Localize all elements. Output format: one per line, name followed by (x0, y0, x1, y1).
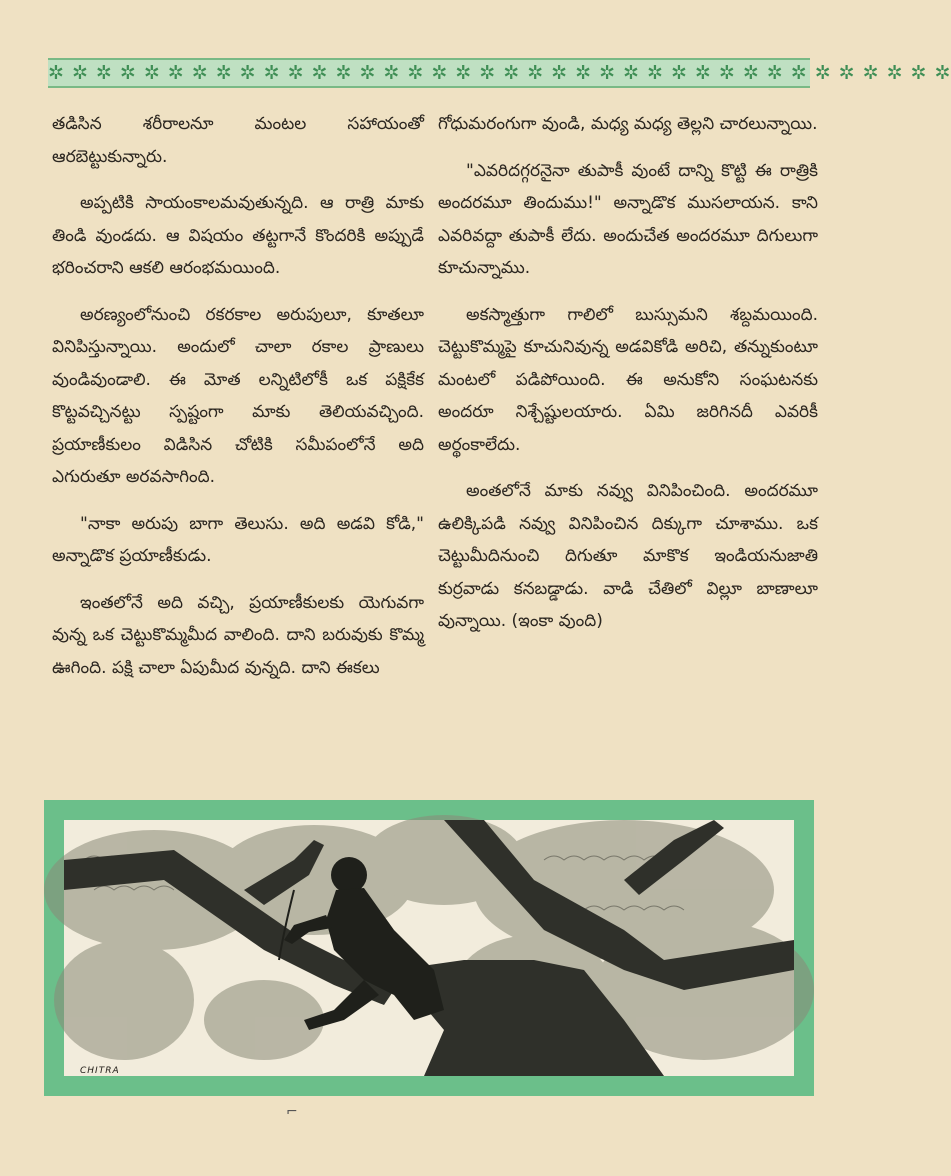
paragraph: గోధుమరంగుగా వుండి, మధ్య మధ్య తెల్లని చారలున్నాయి. (438, 114, 818, 134)
left-text-column (52, 108, 424, 698)
print-speck: ⌐ (286, 1104, 298, 1120)
paragraph: "నాకా అరుపు బాగా తెలుసు. అది అడవి కోడి," అన్నాడొక ప్రయాణీకుడు. (52, 513, 424, 566)
border-pattern: ✲ ✲ ✲ ✲ ✲ ✲ ✲ ✲ ✲ ✲ ✲ ✲ ✲ ✲ ✲ ✲ ✲ ✲ ✲ ✲ ✲ ✲ ✲ ✲ ✲ ✲ ✲ ✲ ✲ ✲ ✲ ✲ ✲ ✲ ✲ ✲ ✲ ✲ (48, 62, 951, 84)
paragraph: అంతలోనే మాకు నవ్వు వినిపించింది. అందరమూ ఉలిక్కిపడి నవ్వు వినిపించిన దిక్కుగా చూశాము. ఒక చెట్టుమీదినుంచి దిగుతూ మాకొక ఇండియనుజాతి కుర్రవాడు కనబడ్డాడు. వాడి చేతిలో విల్లూ బాణాలూ వున్నాయి. (ఇంకా వుంది) (438, 481, 818, 631)
paragraph: ఇంతలోనే అది వచ్చి, ప్రయాణీకులకు యెగువగా వున్న ఒక చెట్టుకొమ్మమీద వాలింది. దాని బరువుకు కొమ్మ ఊగింది. పక్షి చాలా ఏపుమీద వున్నది. దాని ఈకలు (52, 592, 424, 678)
paragraph: "ఎవరిదగ్గరనైనా తుపాకీ వుంటే దాన్ని కొట్టి ఈ రాత్రికి అందరమూ తిందుము!" అన్నాడొక ముసలాయన. కాని ఎవరివద్దా తుపాకీ లేదు. అందుచేత అందరమూ దిగులుగా కూచున్నాము. (438, 160, 818, 278)
forest-boy-drawing (64, 820, 794, 1076)
story-illustration (44, 800, 814, 1096)
paragraph: అకస్మాత్తుగా గాలిలో బుస్సుమని శబ్దమయింది. చెట్టుకొమ్మపై కూచునివున్న అడవికోడి అరిచి, తన్నుకుంటూ మంటలో పడిపోయింది. ఈ అనుకోని సంఘటనకు అందరూ నిశ్చేష్టులయారు. ఏమి జరిగినదీ ఎవరికీ అర్థంకాలేదు. (438, 304, 818, 455)
decorative-border-band (48, 58, 951, 88)
artist-signature: CHITRA (80, 1066, 120, 1076)
right-text-column (438, 108, 818, 652)
paragraph: అప్పటికి సాయంకాలమవుతున్నది. ఆ రాత్రి మాకు తిండి వుండదు. ఆ విషయం తట్టగానే కొందరికి అప్పుడే భరించరాని ఆకలి ఆరంభమయింది. (52, 193, 424, 278)
paragraph: అరణ్యంలోనుంచి రకరకాల అరుపులూ, కూతలూ వినిపిస్తున్నాయి. అందులో చాలా రకాల ప్రాణులు వుండివుండాలి. ఈ మోత లన్నిటిలోకీ ఒక పక్షికేక కొట్టవచ్చినట్టు స్పష్టంగా మాకు తెలియవచ్చింది. ప్రయాణీకులం విడిసిన చోటికి సమీపంలోనే అది ఎగురుతూ అరవసాగింది. (52, 304, 424, 487)
paragraph: తడిసిన శరీరాలనూ మంటల సహాయంతో ఆరబెట్టుకున్నారు. (52, 114, 424, 167)
